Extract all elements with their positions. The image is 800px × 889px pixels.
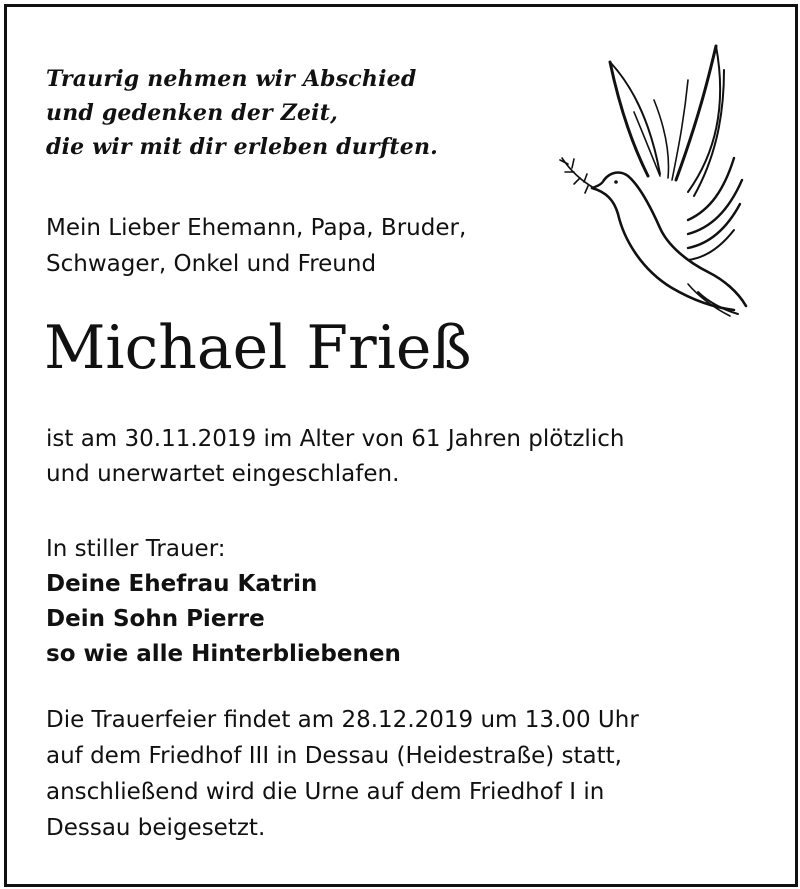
funeral-line: Dessau beigesetzt. [46, 815, 266, 841]
mourner-name: so wie alle Hinterbliebenen [46, 641, 401, 667]
relation-line: Mein Lieber Ehemann, Papa, Bruder, [46, 215, 467, 241]
funeral-details [46, 702, 639, 846]
mourner-name: Dein Sohn Pierre [46, 606, 265, 632]
motto-line: Traurig nehmen wir Abschied [46, 66, 417, 92]
relation-line: Schwager, Onkel und Freund [46, 251, 377, 277]
motto-text [46, 62, 438, 164]
funeral-line: anschließend wird die Urne auf dem Friedhof I in [46, 779, 605, 805]
mourners-intro: In stiller Trauer: [46, 536, 226, 562]
funeral-line: auf dem Friedhof III in Dessau (Heidestraße) statt, [46, 743, 622, 769]
funeral-line: Die Trauerfeier findet am 28.12.2019 um 13.00 Uhr [46, 707, 639, 733]
mourners-block [46, 532, 401, 672]
motto-line: und gedenken der Zeit, [46, 100, 338, 126]
death-notice [46, 422, 624, 492]
deceased-name: Michael Frieß [44, 313, 472, 383]
mourner-name: Deine Ehefrau Katrin [46, 571, 318, 597]
death-notice-line: und unerwartet eingeschlafen. [46, 461, 400, 487]
relation-text [46, 210, 466, 282]
dove-with-olive-branch-icon [548, 40, 748, 320]
death-notice-line: ist am 30.11.2019 im Alter von 61 Jahren plötzlich [46, 426, 625, 452]
motto-line: die wir mit dir erleben durften. [46, 134, 439, 160]
